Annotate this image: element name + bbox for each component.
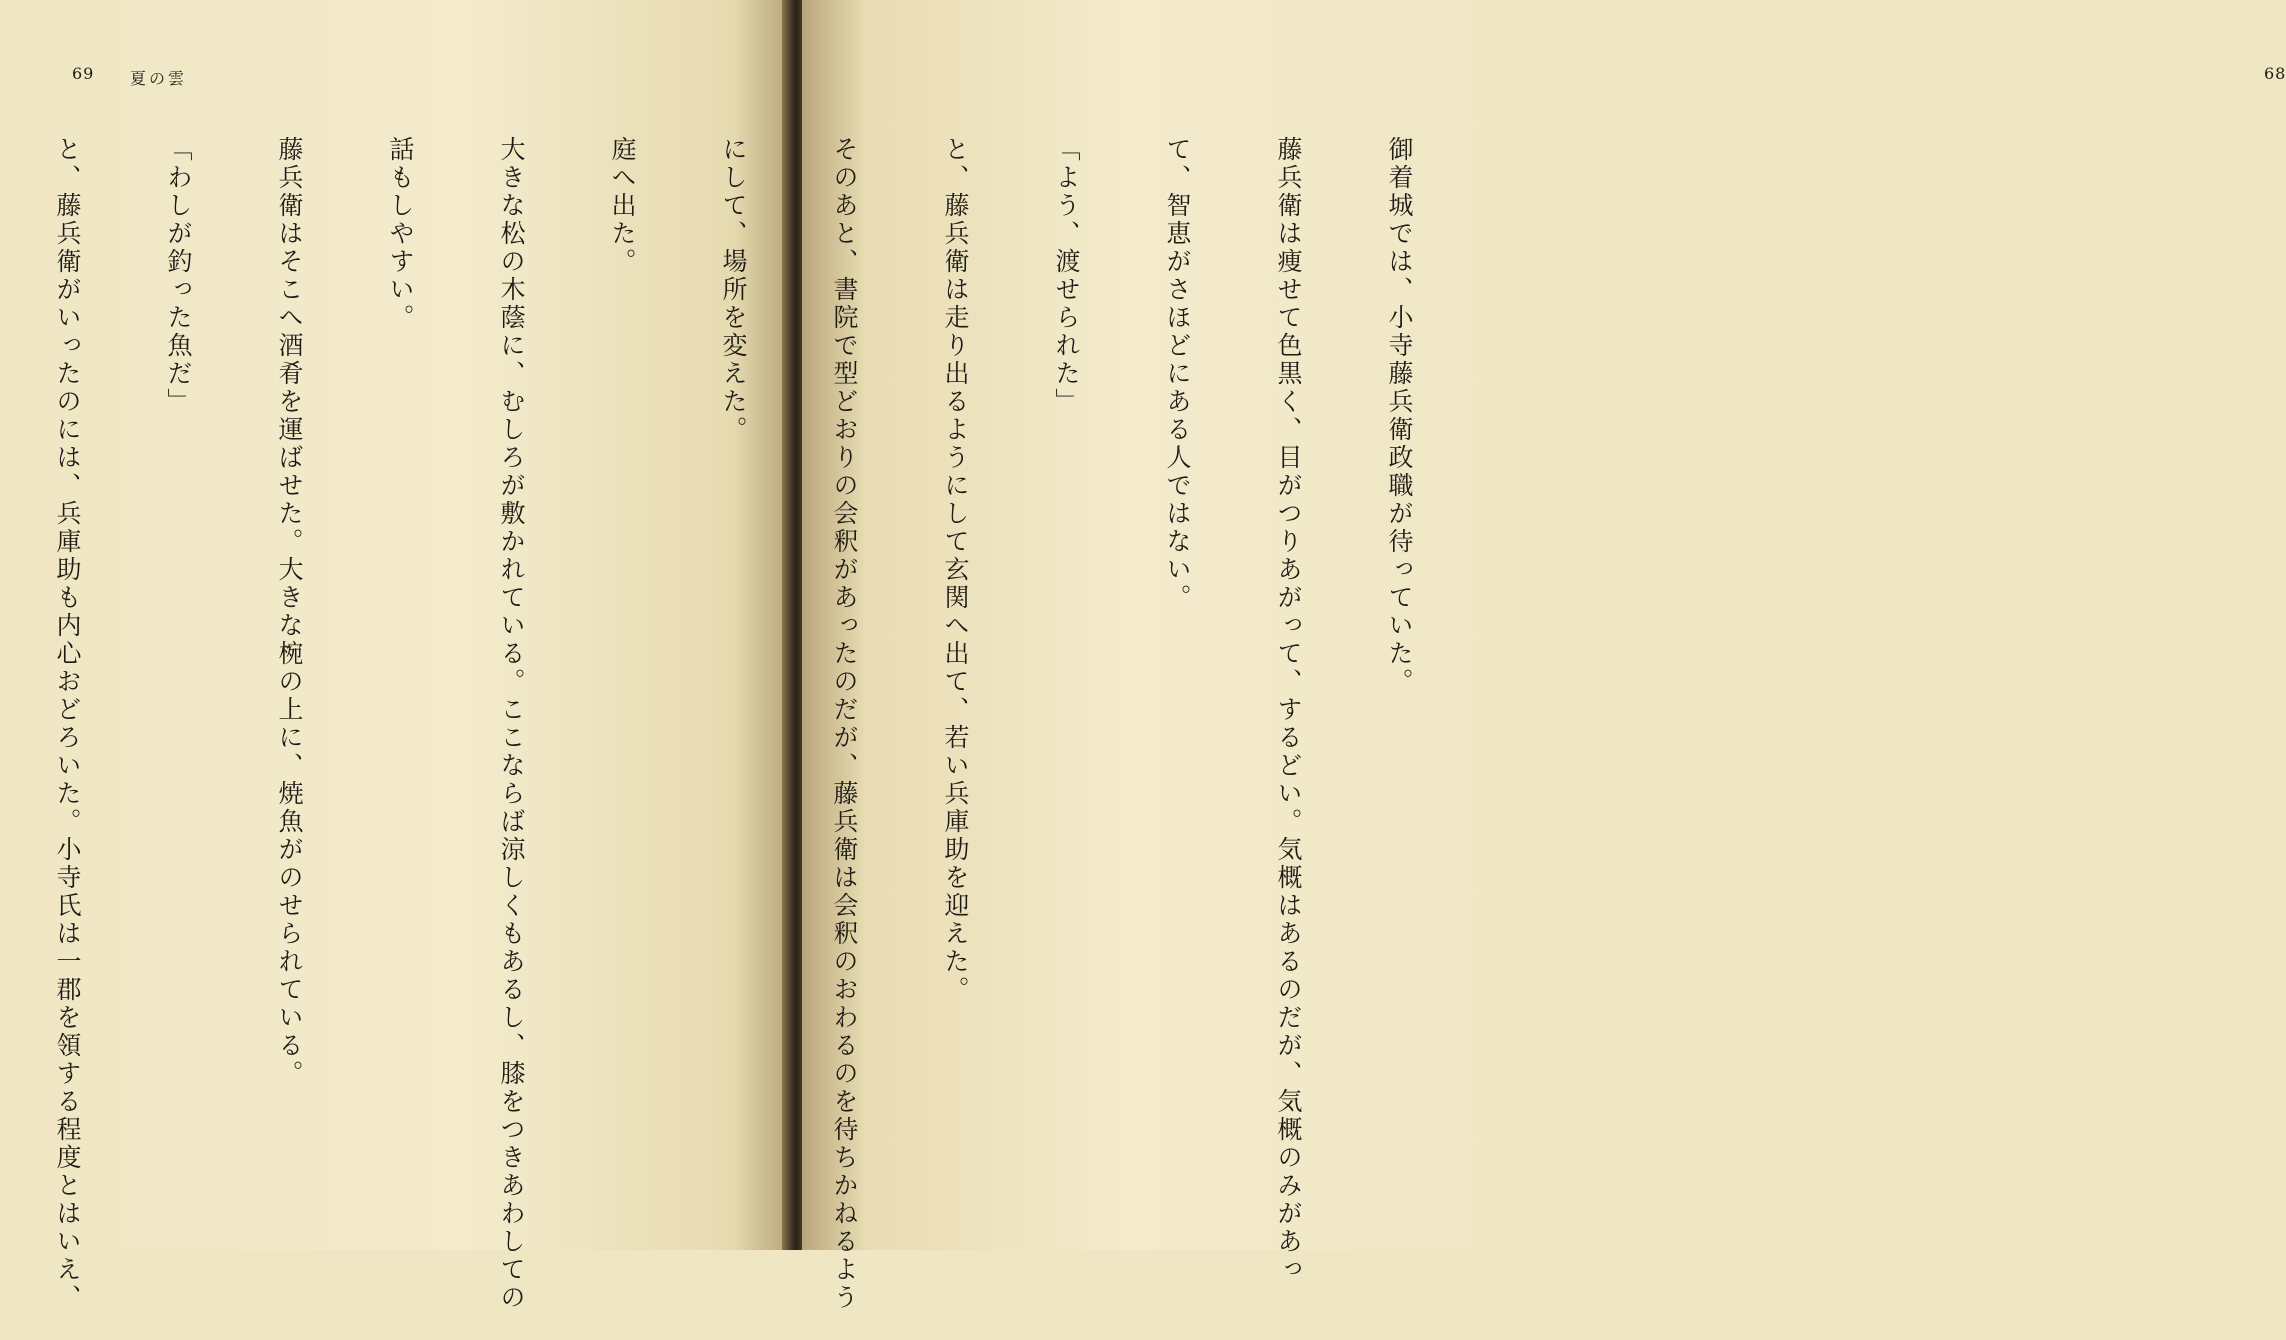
- text-column: と、藤兵衛がいったのには、兵庫助も内心おどろいた。小寺氏は一郡を領する程度とはいえ、: [53, 136, 82, 1312]
- text-column: 「よう、渡せられた」: [1052, 136, 1081, 416]
- text-column: 藤兵衛は痩せて色黒く、目がつりあがって、するどい。気概はあるのだが、気概のみがあっ: [1274, 136, 1303, 1284]
- running-head: 夏の雲: [130, 69, 188, 88]
- page-number-left: 69: [72, 64, 95, 83]
- text-column: そのあと、書院で型どおりの会釈があったのだが、藤兵衛は会釈のおわるのを待ちかねるよう: [830, 136, 859, 1312]
- text-column: て、智恵がさほどにある人ではない。: [1163, 136, 1192, 612]
- text-column: 御着城では、小寺藤兵衛政職が待っていた。: [1385, 136, 1414, 696]
- text-column: 大きな松の木蔭に、むしろが敷かれている。ここならば涼しくもあるし、膝をつきあわしての: [497, 136, 526, 1312]
- page-number-right: 68: [2264, 64, 2286, 83]
- text-column: 藤兵衛はそこへ酒肴を運ばせた。大きな椀の上に、焼魚がのせられている。: [275, 136, 304, 1088]
- text-column: 「わしが釣った魚だ」: [164, 136, 193, 416]
- text-column: にして、場所を変えた。: [719, 136, 748, 444]
- text-column: 庭へ出た。: [608, 136, 637, 276]
- text-column: と、藤兵衛は走り出るようにして玄関へ出て、若い兵庫助を迎えた。: [941, 136, 970, 1004]
- text-column: 話もしやすい。: [386, 136, 415, 332]
- right-page-text: [0, 136, 1492, 1312]
